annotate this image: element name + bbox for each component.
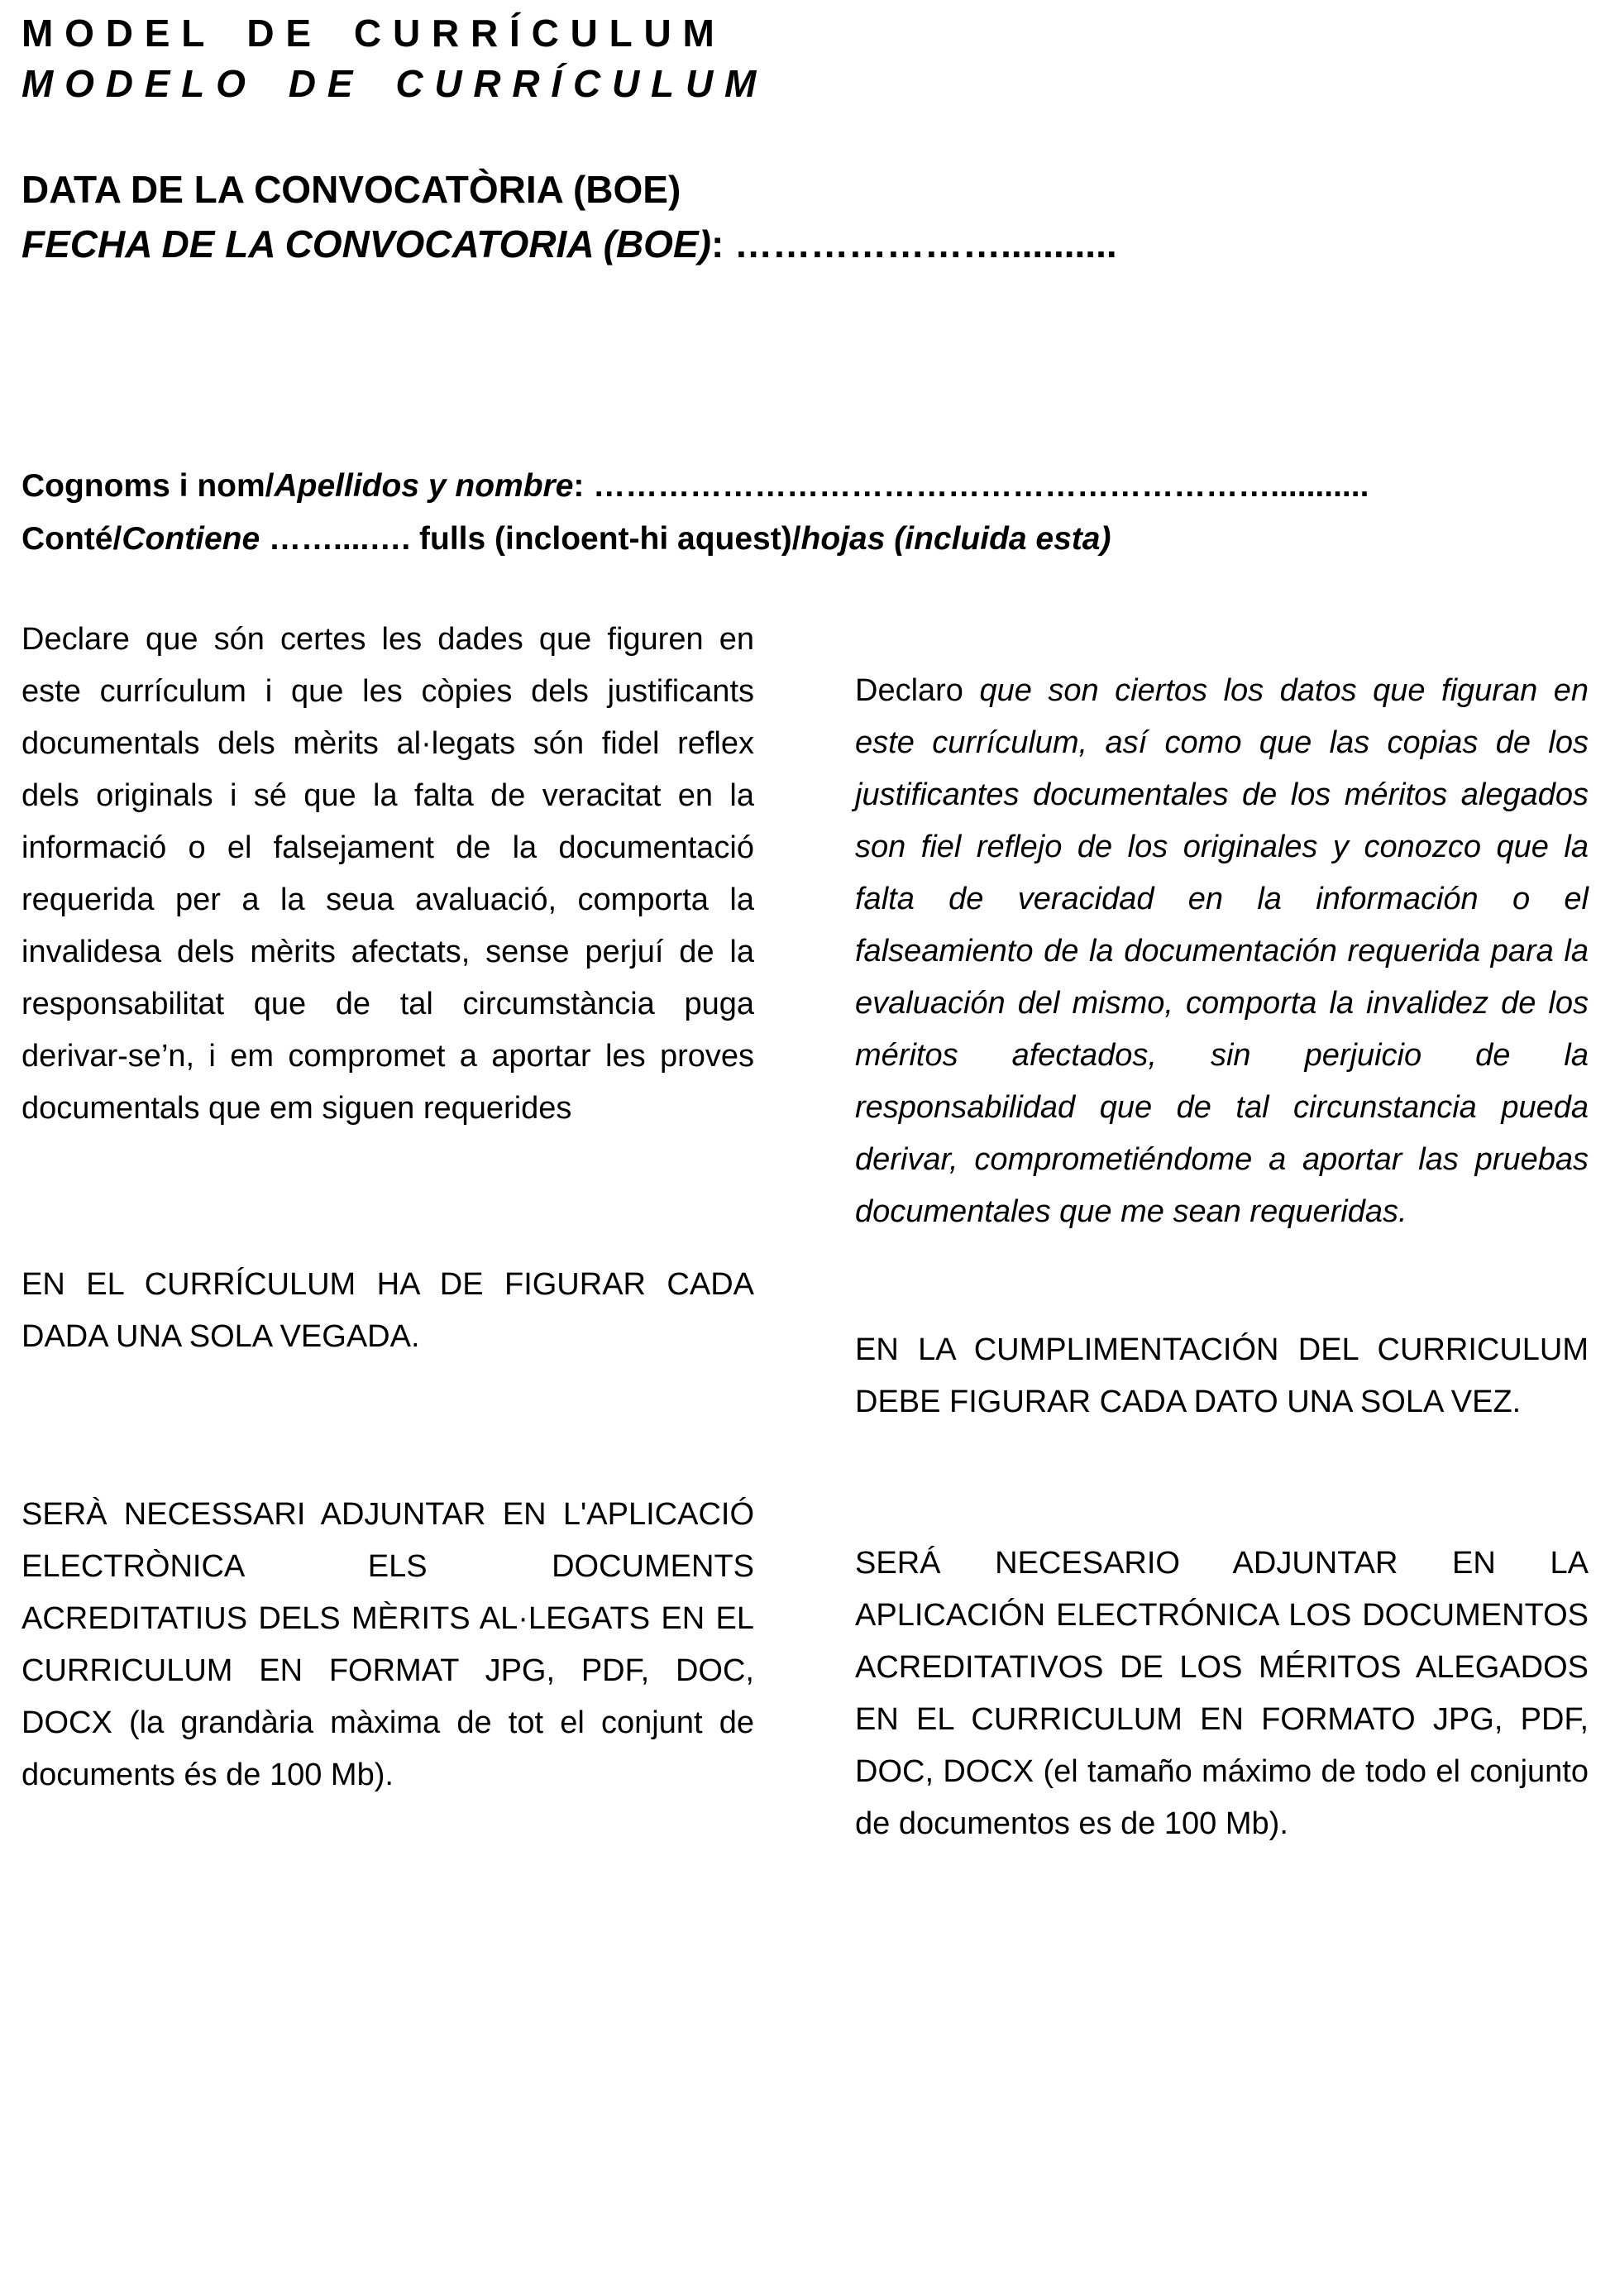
single-entry-notice-catalan: EN EL CURRÍCULUM HA DE FIGURAR CADA DADA UNA SOLA VEGADA. (22, 1267, 754, 1355)
column-catalan (22, 614, 754, 1850)
pages-text-catalan: fulls (incloent-hi aquest)/ (419, 521, 801, 557)
single-entry-notice-spanish: EN LA CUMPLIMENTACIÓN DEL CURRICULUM DEBE FIGURAR CADA DATO UNA SOLA VEZ. (855, 1332, 1589, 1420)
pages-field-line (22, 513, 1589, 566)
declaration-spanish-lead: Declaro (855, 673, 963, 709)
pages-text-spanish: hojas (incluida esta) (800, 521, 1111, 557)
column-gap (754, 614, 855, 1850)
title-spanish: MODELO DE CURRÍCULUM (22, 61, 768, 105)
name-label-catalan: Cognoms i nom/ (22, 468, 275, 505)
name-separator: : (573, 468, 594, 505)
attachments-notice-spanish: SERÁ NECESARIO ADJUNTAR EN LA APLICACIÓN ELECTRÓNICA LOS DOCUMENTOS ACREDITATIVOS DE LOS MÉRITOS ALEGADOS EN EL CURRICULUM EN FORMATO JPG, PDF, DOC, DOCX (el tamaño máximo de todo el conjunto de documentos es de 100 Mb). (855, 1546, 1589, 1842)
convocatoria-dotted-line: …………………........... (734, 222, 1117, 265)
pages-label-spanish: Contiene (122, 521, 260, 557)
declaration-spanish-body: que son ciertos los datos que figuran en este currículum, así como que las copias de los justificantes documentales de los méritos alegados son fiel reflejo de los originales y conozco que la falta de veracidad en la información o el falseamiento de la documentación requerida para la evaluación del mismo, comporta la invalidez de los méritos afectados, sin perjuicio de la responsabilidad que de tal circunstancia pueda derivar, comprometiéndome a aportar las pruebas documentales que me sean requeridas. (855, 673, 1589, 1230)
title-catalan: MODEL DE CURRÍCULUM (22, 12, 726, 55)
column-spanish (855, 614, 1589, 1850)
convocatoria-label-spanish: FECHA DE LA CONVOCATORIA (BOE) (22, 222, 711, 265)
name-dotted-line: ………………………………………………………........... (593, 468, 1369, 505)
name-field-line (22, 460, 1589, 513)
declaration-spanish (855, 665, 1589, 1238)
name-label-spanish: Apellidos y nombre (274, 468, 574, 505)
pages-label-catalan: Conté/ (22, 521, 122, 557)
convocatoria-label-catalan: DATA DE LA CONVOCATÒRIA (BOE) (22, 168, 681, 212)
pages-dotted-line: ……....…. (260, 521, 420, 557)
bilingual-columns (22, 614, 1589, 1850)
declaration-catalan: Declare que són certes les dades que figuren en este currículum i que les còpies dels justificants documentals dels mèrits al·legats són fidel reflex dels originals i sé que la falta de veracitat en la informació o el falsejament de la documentació requerida per a la seua avaluació, comporta la invalidesa dels mèrits afectats, sense perjuí de la responsabilitat que de tal circumstància puga derivar-se’n, i em compromet a aportar les proves documentals que em siguen requerides (22, 622, 754, 1126)
convocatoria-heading (22, 163, 1589, 271)
attachments-notice-catalan: SERÀ NECESSARI ADJUNTAR EN L'APLICACIÓ ELECTRÒNICA ELS DOCUMENTS ACREDITATIUS DELS MÈRITS AL·LEGATS EN EL CURRICULUM EN FORMAT JPG, PDF, DOC, DOCX (la grandària màxima de tot el conjunt de documents és de 100 Mb). (22, 1497, 754, 1793)
convocatoria-separator: : (710, 222, 735, 265)
form-fields (22, 460, 1589, 566)
convocatoria-line-spanish (22, 218, 1589, 271)
document-title (22, 8, 1589, 108)
